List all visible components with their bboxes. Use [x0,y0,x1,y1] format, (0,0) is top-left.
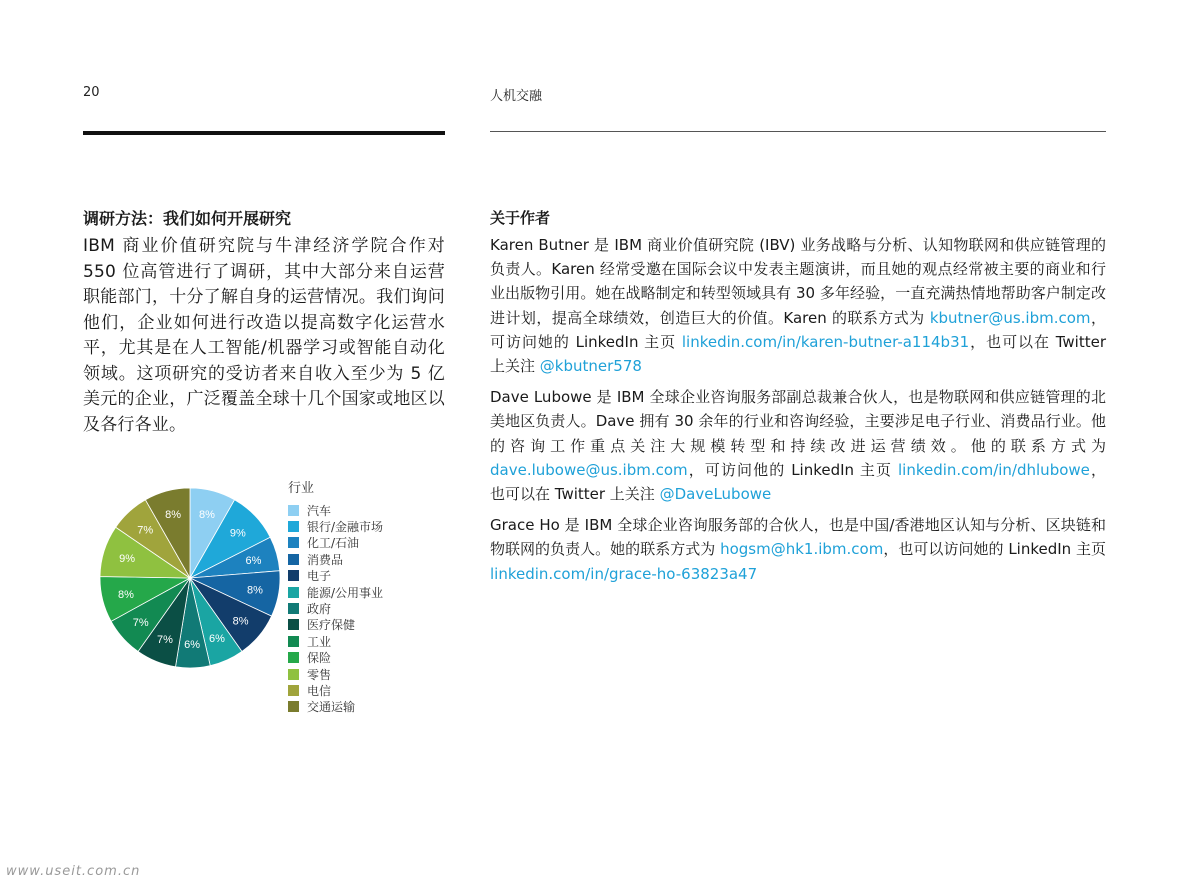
legend-item [288,666,383,682]
method-body-text: IBM 商业价值研究院与牛津经济学院合作对 550 位高管进行了调研，其中大部分来自运营职能部门，十分了解自身的运营情况。我们询问他们，企业如何进行改造以提高数字化运营水平，尤其是在人工智能/机器学习或智能自动化领域。这项研究的受访者来自收入至少为 5 亿美元的企业，广泛覆盖全球十几个国家或地区以及各行各业。 [83,236,445,435]
legend-label: 汽车 [307,503,332,518]
industry-pie-chart [90,478,290,678]
email-link[interactable]: dave.lubowe@us.ibm.com [490,460,688,479]
pie-slice-label: 9% [119,553,136,566]
legend-label: 交通运输 [307,700,356,715]
pie-slice-label: 6% [184,638,201,651]
legend-title: 行业 [288,481,315,496]
page-number: 20 [83,85,100,100]
linkedin-link[interactable]: linkedin.com/in/grace-ho-63823a47 [490,564,758,583]
author-bio-karen [490,233,1106,378]
legend-swatch [288,570,299,581]
legend-swatch [288,669,299,680]
legend-swatch [288,521,299,532]
legend-swatch [288,505,299,516]
legend-item [288,682,383,698]
linkedin-link[interactable]: linkedin.com/in/karen-butner-a114b31 [681,332,970,351]
legend-label: 医疗保健 [307,618,356,633]
legend-swatch [288,554,299,565]
legend-swatch [288,636,299,647]
email-link[interactable]: kbutner@us.ibm.com [929,308,1091,327]
author-bio-dave [490,385,1106,506]
pie-slice-label: 9% [229,527,246,540]
legend-item [288,650,383,666]
about-title: 关于作者 [490,209,551,227]
legend-label: 政府 [307,602,332,617]
legend-swatch [288,587,299,598]
legend-label: 银行/金融市场 [307,520,384,535]
pie-slice-label: 8% [198,509,215,522]
twitter-link[interactable]: @kbutner578 [539,357,642,376]
legend-swatch [288,685,299,696]
legend-item [288,617,383,633]
legend-swatch [288,652,299,663]
bio-text: Karen Butner 是 IBM 商业价值研究院 (IBV) 业务战略与分析、认知物联网和供应链管理的负责人。Karen 经常受邀在国际会议中发表主题演讲，而且她的观点经常被主要的商业和行业出版物引用。她在战略制定和转型领域具有 30 多年经验，一直充满热情地帮助客户制定改进计划，提高全球绩效，创造巨大的价值。Karen 的联系方式为 [490,236,1106,327]
legend-label: 保险 [307,651,332,666]
legend-item [288,551,383,567]
author-bio-grace [490,513,1106,586]
linkedin-link[interactable]: linkedin.com/in/dhlubowe [897,460,1090,479]
pie-slice-label: 6% [245,555,262,568]
pie-slice-label: 8% [232,615,249,628]
legend-item [288,502,383,518]
email-link[interactable]: hogsm@hk1.ibm.com [720,540,884,559]
pie-slice-label: 6% [209,633,225,646]
left-heading-rule [83,131,445,135]
pie-slice-label: 8% [117,588,134,601]
legend-swatch [288,537,299,548]
section-title: 调研方法：我们如何开展研究 [83,209,292,228]
about-authors-section [490,208,1106,593]
legend-label: 电信 [307,684,332,698]
legend-label: 零售 [307,667,332,682]
legend-item [288,584,383,600]
bio-text: ，也可以访问她的 LinkedIn 主页 [883,540,1106,559]
chart-legend [288,481,383,715]
pie-slice-label: 7% [157,634,173,647]
bio-text: ，也可以在 Twitter 上关注 [490,460,1106,504]
legend-swatch [288,603,299,614]
legend-item [288,568,383,584]
legend-swatch [288,701,299,712]
legend-label: 消费品 [307,552,344,567]
pie-slice-label: 8% [165,509,182,522]
bio-text: ，也可以在 Twitter 上关注 [490,332,1106,376]
pie-slice-label: 8% [247,584,263,597]
right-heading-rule [490,131,1106,132]
research-method-section [83,208,445,438]
bio-text: Dave Lubowe 是 IBM 全球企业咨询服务部副总裁兼合伙人，也是物联网和供应链管理的北美地区负责人。Dave 拥有 30 余年的行业和咨询经验，主要涉足电子行业、消费品行业。他的咨询工作重点关注大规模转型和持续改进运营绩效。他的联系方式为 [490,388,1106,455]
watermark: www.useit.com.cn [6,864,141,879]
legend-item [288,699,383,715]
pie-slice-label: 7% [132,616,149,629]
pie-slice-label: 7% [137,524,154,537]
legend-label: 电子 [307,569,332,584]
twitter-link[interactable]: @DaveLubowe [659,485,772,504]
legend-swatch [288,619,299,630]
legend-label: 能源/公用事业 [307,585,384,600]
bio-text: Grace Ho 是 IBM 全球企业咨询服务部的合伙人，也是中国/香港地区认知与分析、区块链和物联网的负责人。她的联系方式为 [490,516,1106,559]
running-head: 人机交融 [490,89,543,104]
legend-label: 化工/石油 [307,536,360,551]
legend-item [288,633,383,649]
bio-text: ，可访问他的 LinkedIn 主页 [687,460,898,479]
bio-text: ，可访问她的 LinkedIn 主页 [490,308,1106,351]
legend-item [288,600,383,616]
legend-label: 工业 [307,634,332,649]
legend-item [288,518,383,534]
legend-item [288,535,383,551]
